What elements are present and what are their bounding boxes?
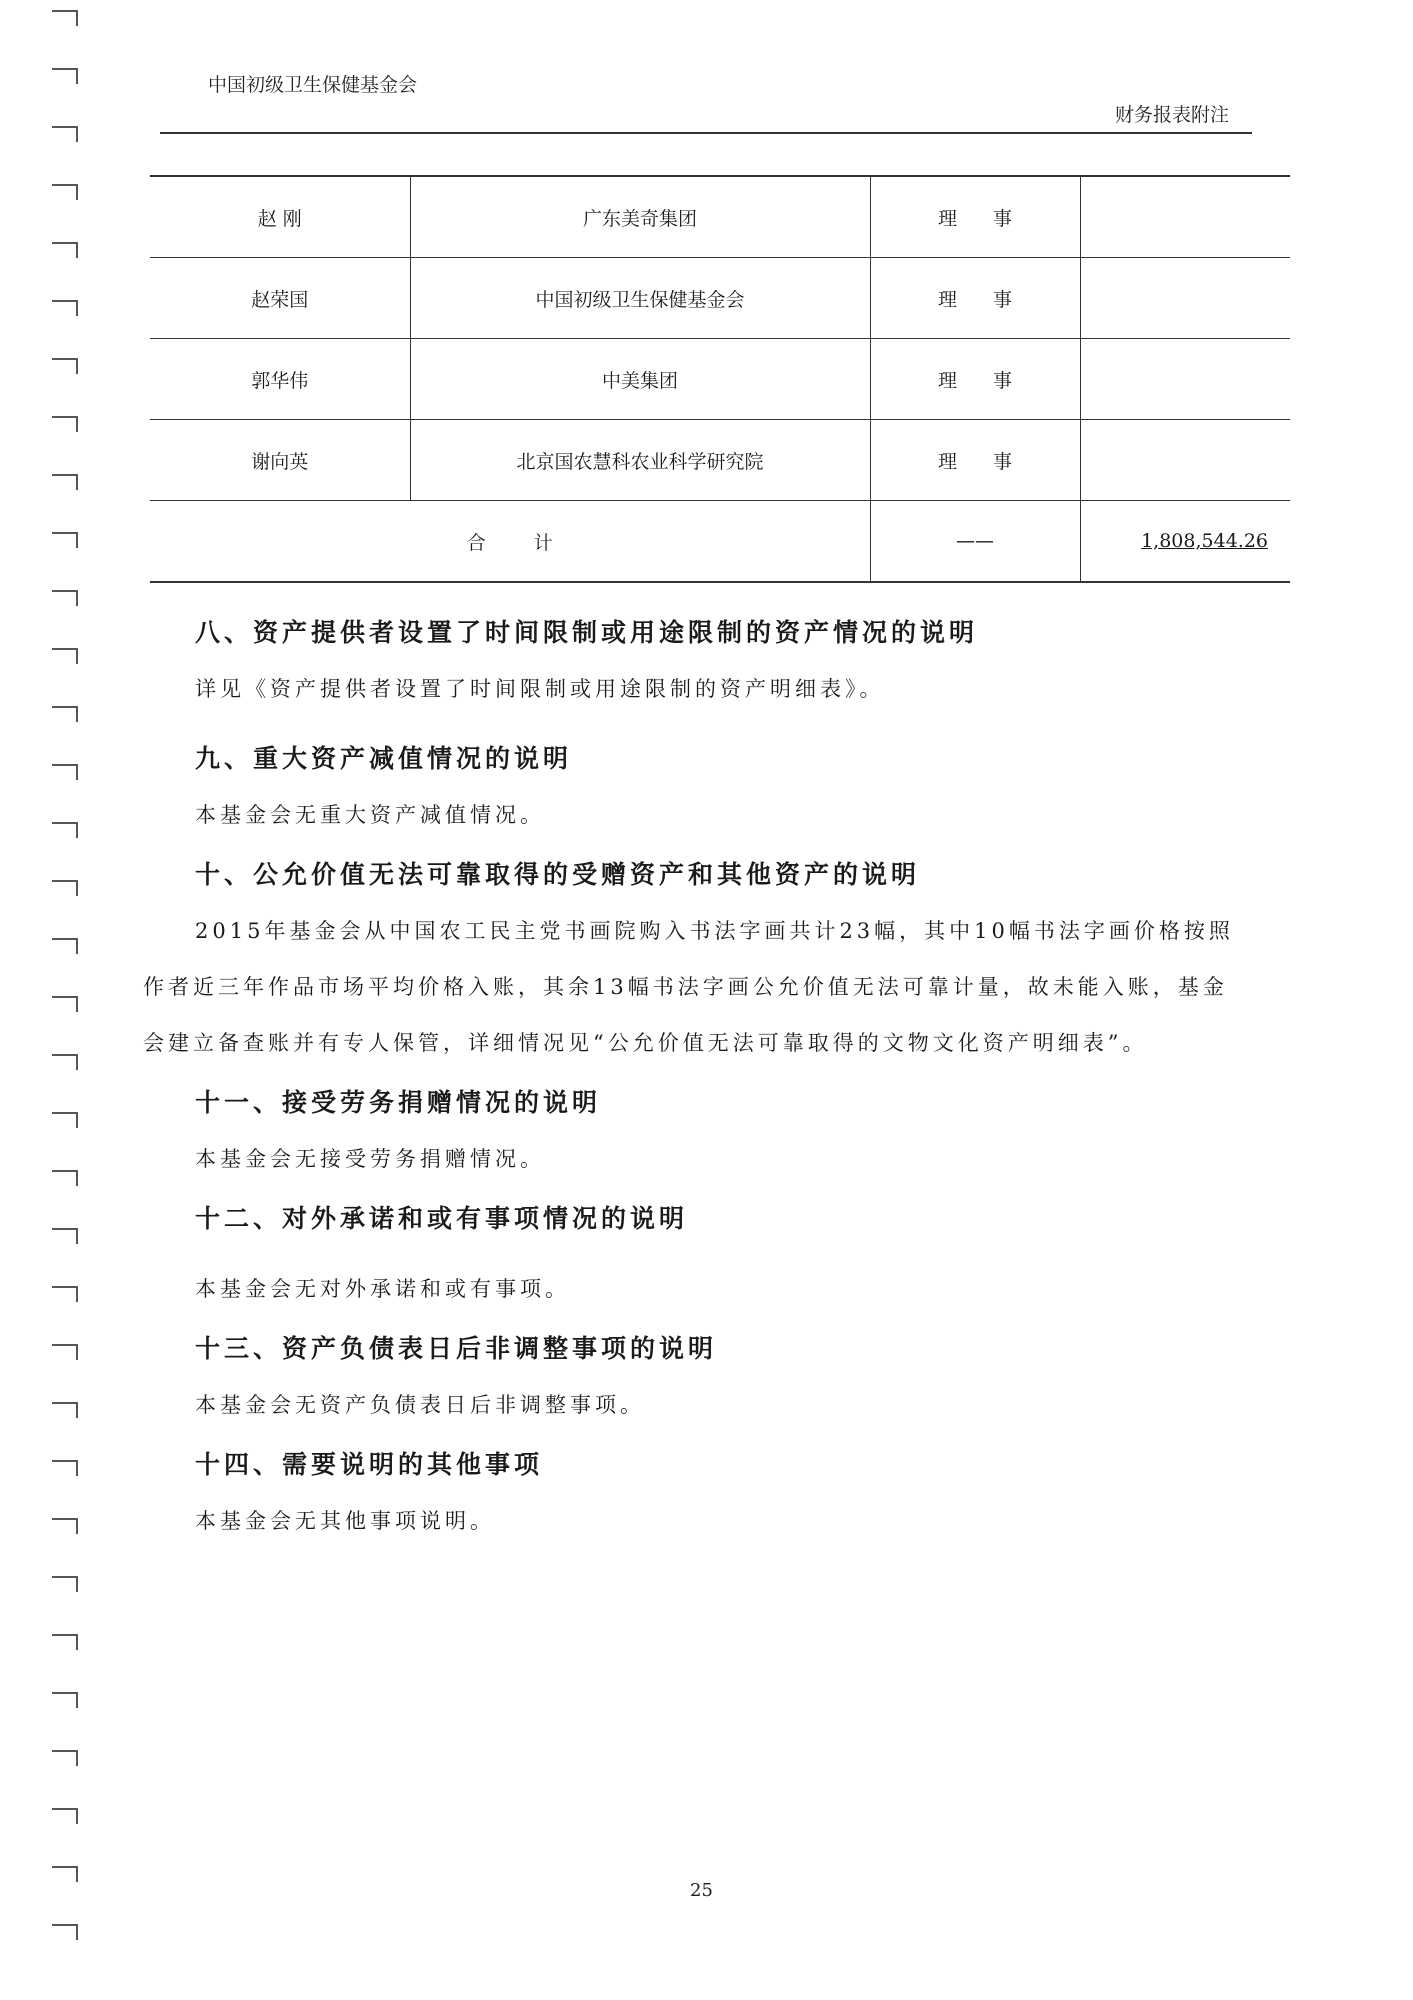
section-heading: 八、资产提供者设置了时间限制或用途限制的资产情况的说明 (195, 618, 979, 647)
role-text: 理事 (937, 207, 1048, 230)
cell-name: 谢向英 (150, 420, 410, 501)
cell-org: 广东美奇集团 (410, 176, 870, 258)
section-body: 本基金会无资产负债表日后非调整事项。 (195, 1393, 645, 1417)
section-body: 2015年基金会从中国农工民主党书画院购入书法字画共计23幅，其中10幅书法字画价格按照作者近三年作品市场平均价格入账，其余13幅书法字画公允价值无法可靠计量，故未能入账，基金会建立备查账并有专人保管，详细情况见“公允价值无法可靠取得的文物文化资产明细表”。 (143, 919, 1234, 1055)
table-row (150, 420, 1290, 501)
header-org-name: 中国初级卫生保健基金会 (208, 74, 418, 96)
cell-amount (1080, 258, 1290, 339)
total-label-cell (150, 501, 870, 583)
cell-name: 郭华伟 (150, 339, 410, 420)
cell-role (870, 258, 1080, 339)
notes-content (143, 605, 1235, 1553)
binding-marks (52, 0, 82, 2000)
section-body: 本基金会无其他事项说明。 (195, 1509, 495, 1533)
table-total-row (150, 501, 1290, 583)
section-body: 本基金会无重大资产减值情况。 (195, 803, 545, 827)
cell-name: 赵荣国 (150, 258, 410, 339)
section-body: 详见《资产提供者设置了时间限制或用途限制的资产明细表》。 (195, 677, 885, 701)
section-heading: 九、重大资产减值情况的说明 (195, 744, 573, 773)
total-amount: 1,808,544.26 (1080, 501, 1290, 583)
cell-org: 中美集团 (410, 339, 870, 420)
section-heading: 十、公允价值无法可靠取得的受赠资产和其他资产的说明 (195, 860, 921, 889)
cell-role (870, 176, 1080, 258)
role-text: 理事 (937, 288, 1048, 311)
cell-amount (1080, 339, 1290, 420)
section-heading: 十四、需要说明的其他事项 (195, 1450, 544, 1479)
role-text: 理事 (937, 369, 1048, 392)
cell-role (870, 420, 1080, 501)
cell-role (870, 339, 1080, 420)
cell-amount (1080, 420, 1290, 501)
total-label: 合计 (466, 531, 601, 554)
header-doc-title: 财务报表附注 (1115, 104, 1230, 126)
table-row (150, 176, 1290, 258)
header-rule (160, 132, 1252, 134)
directors-table (150, 175, 1290, 583)
page-number: 25 (690, 1880, 713, 1901)
section-heading: 十一、接受劳务捐赠情况的说明 (195, 1088, 602, 1117)
cell-org: 中国初级卫生保健基金会 (410, 258, 870, 339)
table-row (150, 258, 1290, 339)
cell-org: 北京国农慧科农业科学研究院 (410, 420, 870, 501)
cell-name: 赵 刚 (150, 176, 410, 258)
section-body: 本基金会无对外承诺和或有事项。 (195, 1277, 570, 1301)
section-heading: 十三、资产负债表日后非调整事项的说明 (195, 1334, 718, 1363)
role-text: 理事 (937, 450, 1048, 473)
table-row (150, 339, 1290, 420)
section-body: 本基金会无接受劳务捐赠情况。 (195, 1147, 545, 1171)
total-role: —— (870, 501, 1080, 583)
cell-amount (1080, 176, 1290, 258)
section-heading: 十二、对外承诺和或有事项情况的说明 (195, 1204, 689, 1233)
